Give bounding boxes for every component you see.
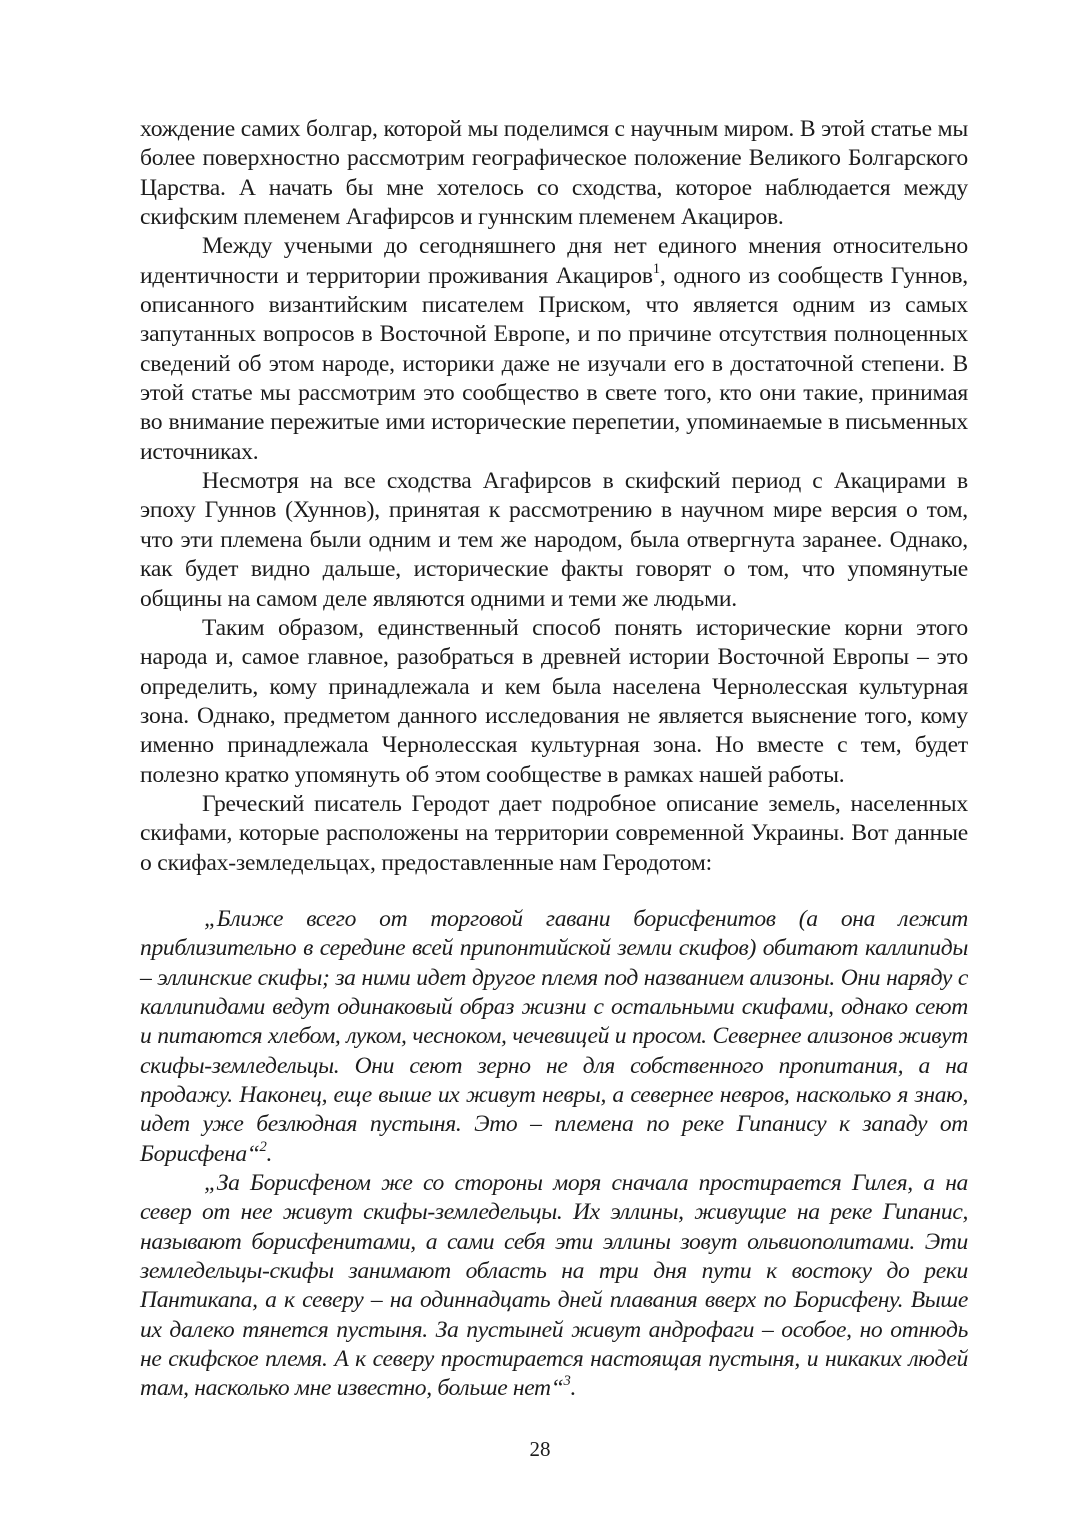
page-number: 28 xyxy=(529,1437,551,1461)
paragraph-herodotus-intro: Греческий писатель Геродот дает подробное описание земель, населенных скифами, которые расположены на территории современной Украины. Вот данные о скифах-земледельцах, предоставленные нам Геродотом: xyxy=(140,790,968,876)
quote-block-1 xyxy=(140,905,968,1169)
quote-2-text: „За Борисфеном же со стороны моря сначала простирается Гилея, а на север от нее живут скифы-земледельцы. Их эллины, живущие на реке Гипанис, называют борисфенитами, а сами себя эти эллины зовут ольвиополитами. Эти земледельцы-скифы занимают область на три дня пути к востоку до реки Пантикапа, а к северу – на одиннадцать дней плавания вверх по Борисфену. Выше их далеко тянется пустыня. За пустыней живут андрофаги – особое, но отнюдь не скифское племя. А к северу простирается настоящая пустыня, и никаких людей там, насколько мне известно, больше нет“ xyxy=(140,1170,968,1402)
paragraph-akatsirs-text-start: Между учеными до сегодняшнего дня нет единого мнения относительно идентичности и территории проживания Акациров xyxy=(140,233,968,289)
paragraph-akatsirs-opinions xyxy=(140,232,968,467)
paragraph-agathyrsi-similarity: Несмотря на все сходства Агафирсов в скифский период с Акацирами в эпоху Гуннов (Хуннов), принятая к рассмотрению в научном мире версия о том, что эти племена были одним и тем же народом, была отвергнута заранее. Однако, как будет видно дальше, исторические факты говорят о том, что упомянутые общины на самом деле являются одними и теми же людьми. xyxy=(140,468,968,612)
quote-block-2 xyxy=(140,1169,968,1404)
herodotus-quote-2 xyxy=(140,1169,968,1404)
quote-2-end: . xyxy=(570,1375,577,1402)
paragraph-chernoles-zone: Таким образом, единственный способ понять исторические корни этого народа и, самое главное, разобраться в древней истории Восточной Европы – это определить, кому принадлежала и кем была населена Чернолесская культурная зона. Однако, предметом данного исследования не является выяснение того, кому именно принадлежала Чернолесская культурная зона. Но вместе с тем, будет полезно кратко упомянуть об этом сообществе в рамках нашей работы. xyxy=(140,614,968,788)
paragraph-continuation: хождение самих болгар, которой мы поделимся с научным миром. В этой статье мы более поверхностно рассмотрим географическое положение Великого Болгарского Царства. А начать бы мне хотелось со сходства, которое наблюдается между скифским племенем Агафирсов и гуннским племенем Акациров. xyxy=(140,116,968,231)
herodotus-quote-1 xyxy=(140,905,968,1169)
quote-1-text: „Ближе всего от торговой гавани борисфенитов (а она лежит приблизительно в середине всей припонтийской земли скифов) обитают каллипиды – эллинские скифы; за ними идет другое племя под названием ализоны. Они наряду с каллипидами ведут одинаковый образ жизни с остальными скифами, однако сеют и питаются хлебом, луком, чесноком, чечевицей и просом. Севернее ализонов живут скифы-земледельцы. Они сеют зерно не для собственного пропитания, а на продажу. Наконец, еще выше их живут невры, а севернее невров, насколько я знаю, идет уже безлюдная пустыня. Это – племена по реке Гипанису к западу от Борисфена“ xyxy=(140,906,968,1167)
footnote-ref-1: 1 xyxy=(652,260,660,277)
body-text xyxy=(140,115,968,878)
paragraph-akatsirs-text-end: , одного из сообществ Гуннов, описанного византийским писателем Приском, что является одним из самых запутанных вопросов в Восточной Европе, и по причине отсутствия полноценных сведений об этом народе, историки даже не изучали его в достаточной степени. В этой статье мы рассмотрим это сообщество в свете того, кто они такие, принимая во внимание пережитые ими исторические перепетии, упоминаемые в письменных источниках. xyxy=(140,262,969,465)
quote-1-end: . xyxy=(266,1140,273,1167)
footnote-ref-2: 2 xyxy=(259,1138,267,1155)
footnote-ref-3: 3 xyxy=(563,1373,571,1390)
